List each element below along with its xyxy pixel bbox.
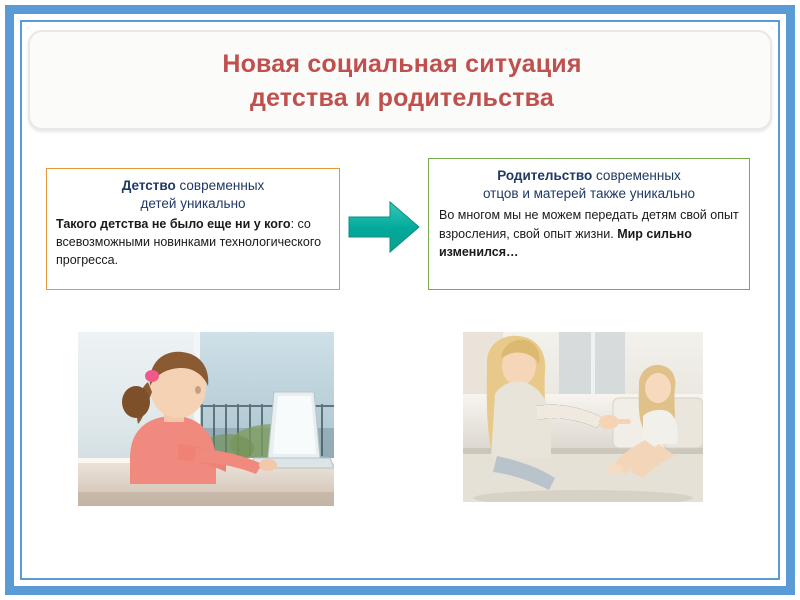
mother-and-daughter-photo: [463, 332, 703, 502]
childhood-body: [56, 216, 330, 269]
childhood-heading-line2: детей уникально: [140, 195, 246, 211]
mother-and-daughter-illustration: [463, 332, 703, 502]
childhood-heading: [56, 177, 330, 212]
childhood-textbox: [46, 168, 340, 290]
girl-with-laptop-illustration: [78, 332, 334, 506]
right-arrow-icon: [347, 200, 421, 254]
parenthood-body: [439, 206, 739, 260]
childhood-heading-rest: современных: [175, 178, 265, 193]
page-title: [30, 48, 774, 116]
parenthood-textbox: [428, 158, 750, 290]
parenthood-heading-line2: отцов и матерей также уникально: [482, 186, 696, 202]
page-title-line-2: детства и родительства: [249, 83, 555, 112]
childhood-heading-bold: Детство: [121, 178, 176, 193]
parenthood-heading-bold: Родительство: [497, 168, 593, 183]
childhood-body-rest: : со всевозможными новинками технологического прогресса.: [56, 217, 322, 267]
parenthood-body-plain: Во многом мы не можем передать детям свой опыт взросления, свой опыт жизни.: [439, 208, 739, 241]
parenthood-heading: [439, 167, 739, 203]
title-panel: [28, 30, 772, 130]
parenthood-heading-rest: современных: [592, 168, 681, 183]
girl-with-laptop-photo: [78, 332, 334, 506]
childhood-body-bold: Такого детства не было еще ни у кого: [56, 217, 291, 232]
parenthood-body-bold: Мир сильно изменился…: [439, 226, 692, 259]
page-title-line-1: Новая социальная ситуация: [222, 50, 582, 78]
right-arrow-svg: [347, 200, 421, 254]
